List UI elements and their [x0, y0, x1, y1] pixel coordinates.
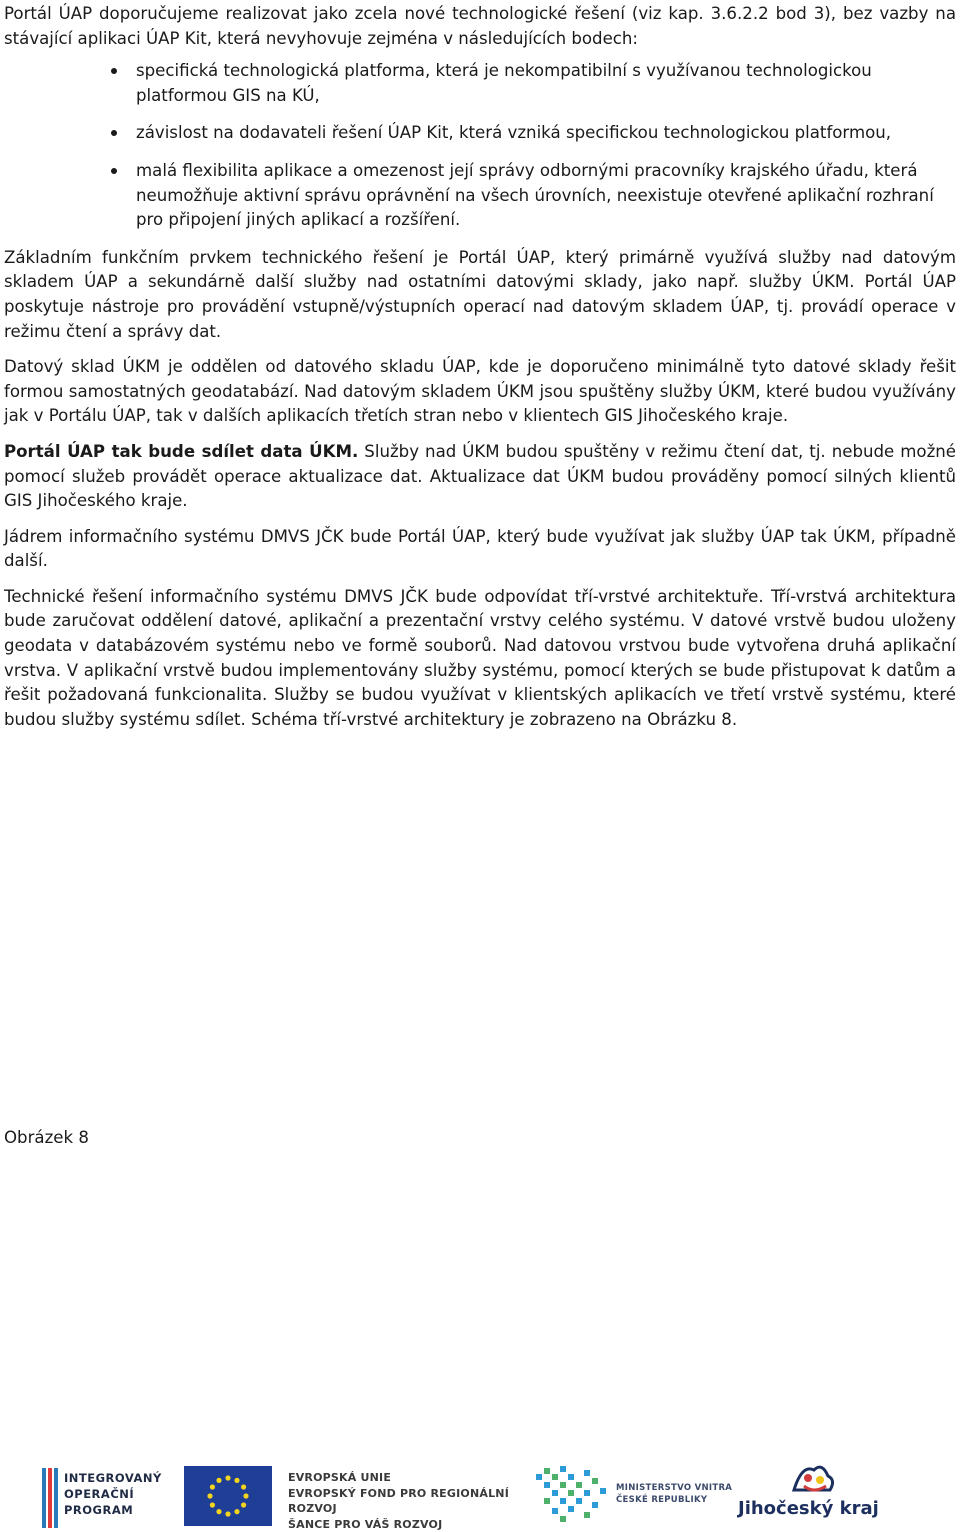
region-logo: [738, 1460, 878, 1530]
paragraph-data-store: Datový sklad ÚKM je oddělen od datového skladu ÚAP, kde je doporučeno minimálně tyto datové sklady řešit formou samostatných geodatabází. Nad datovým skladem ÚKM jsou spuštěny služby ÚKM, které budou využívány jak v Portálu ÚAP, tak v dalších aplikacích třetích stran nebo v klientech GIS Jihočeského kraje.: [4, 357, 956, 426]
region-emblem-icon: [774, 1460, 844, 1496]
bullet-icon: [111, 168, 117, 174]
iop-line: PROGRAM: [64, 1503, 134, 1517]
document-page: [4, 2, 956, 743]
bullet-item: [4, 121, 956, 146]
emphasis-text: Portál ÚAP tak bude sdílet data ÚKM.: [4, 441, 359, 461]
paragraph-text: Služby nad ÚKM budou spuštěny v režimu čtení dat, tj. nebude možné pomocí služeb provádět operace aktualizace dat. Aktualizace dat ÚKM budou prováděny pomocí silných klientů GIS Jihočeského kraje.: [4, 441, 956, 511]
bullet-text: malá flexibilita aplikace a omezenost její správy odbornými pracovníky krajského úřadu, která neumožňuje aktivní správu oprávnění na všech úrovních, neexistuje otevřené aplikační rozhraní pro připojení jiných aplikací a rozšíření.: [136, 160, 934, 230]
iop-text: [64, 1470, 162, 1518]
bullet-list: [4, 59, 956, 233]
bullet-text: závislost na dodavateli řešení ÚAP Kit, která vzniká specifickou technologickou platformou,: [136, 123, 892, 143]
eu-line: ŠANCE PRO VÁŠ ROZVOJ: [288, 1517, 443, 1531]
paragraph-portal: Základním funkčním prvkem technického řešení je Portál ÚAP, který primárně využívá služby nad datovým skladem ÚAP a sekundárně další služby nad ostatními datovými sklady, jako např. služby ÚKM. Portál ÚAP poskytuje nástroje pro provádění vstupně/výstupních operací nad datovým skladem ÚAP, tj. provádí operace v režimu čtení a správy dat.: [4, 247, 956, 341]
iop-line: INTEGROVANÝ: [64, 1471, 162, 1485]
eu-line: EVROPSKÁ UNIE: [288, 1471, 392, 1484]
bullet-item: [4, 159, 956, 233]
eu-line: EVROPSKÝ FOND PRO REGIONÁLNÍ ROZVOJ: [288, 1486, 509, 1515]
iop-line: OPERAČNÍ: [64, 1487, 135, 1501]
bullet-icon: [111, 130, 117, 136]
paragraph-core: Jádrem informačního systému DMVS JČK bude Portál ÚAP, který bude využívat jak služby ÚAP tak ÚKM, případně další.: [4, 526, 956, 571]
footer-logos: [0, 1458, 960, 1532]
iop-stripes-icon: [42, 1468, 60, 1528]
eu-logo: [184, 1466, 520, 1530]
ministry-mosaic-icon: [534, 1464, 610, 1528]
paragraph-architecture: Technické řešení informačního systému DMVS JČK bude odpovídat tří-vrstvé architektuře. Tří-vrstvá architektura bude zaručovat oddělení datové, aplikační a prezentační vrstvy celého systému. V datové vrstvě budou uloženy geodata v databázovém systému nebo ve formě souborů. Nad datovou vrstvou bude vytvořena druhá aplikační vrstva. V aplikační vrstvě budou implementovány služby systému, pomocí kterých se bude přistupovat k datům a řešit požadovaná funkcionalita. Služby se budou využívat v klientských aplikacích ve třetí vrstvě systému, které budou služby systému sdílet. Schéma tří-vrstvé architektury je zobrazeno na Obrázku 8.: [4, 586, 956, 729]
ministry-line: MINISTERSTVO VNITRA: [616, 1483, 733, 1493]
ministry-text: [616, 1482, 732, 1506]
eu-text: [288, 1470, 520, 1532]
eu-flag-icon: [184, 1466, 272, 1526]
ministry-line: ČESKÉ REPUBLIKY: [616, 1495, 708, 1505]
intro-paragraph: Portál ÚAP doporučujeme realizovat jako zcela nové technologické řešení (viz kap. 3.6.2.2 bod 3), bez vazby na stávající aplikaci ÚAP Kit, která nevyhovuje zejména v následujících bodech:: [4, 4, 956, 48]
iop-logo: [42, 1468, 172, 1528]
bullet-text: specifická technologická platforma, která je nekompatibilní s využívanou technologickou platformou GIS na KÚ,: [136, 61, 872, 105]
region-name: Jihočeský kraj: [738, 1498, 879, 1519]
figure-caption: Obrázek 8: [4, 1128, 89, 1147]
bullet-icon: [111, 68, 117, 74]
bullet-item: [4, 59, 956, 108]
ministry-logo: [534, 1464, 734, 1528]
paragraph-sharing: [4, 440, 956, 514]
